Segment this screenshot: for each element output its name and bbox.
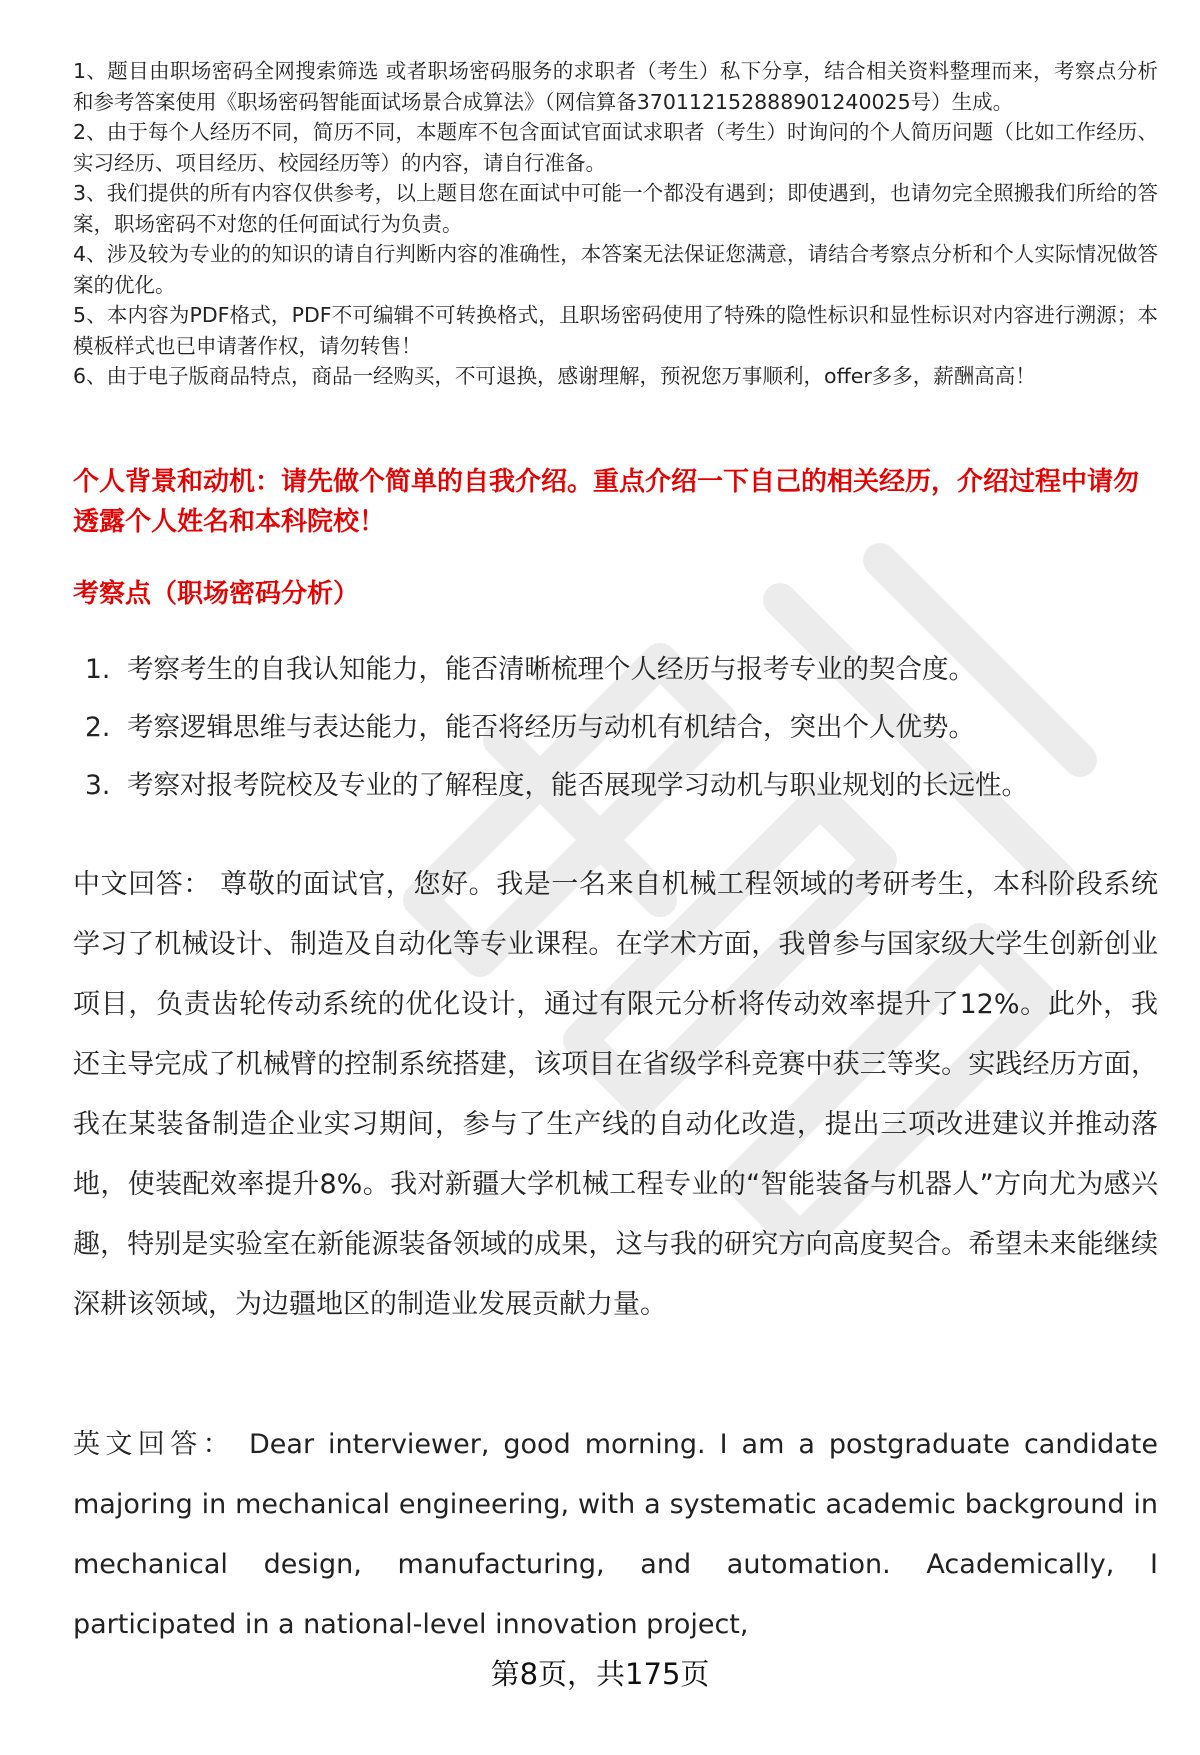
point-text: 考察考生的自我认知能力，能否清晰梳理个人经历与报考专业的契合度。	[127, 654, 975, 685]
note-item: 2、由于每个人经历不同，简历不同，本题库不包含面试官面试求职者（考生）时询问的个人简历问题（比如工作经历、实习经历、项目经历、校园经历等）的内容，请自行准备。	[73, 120, 1158, 175]
analysis-title: 考察点（职场密码分析）	[73, 579, 360, 609]
analysis-point	[85, 766, 1155, 824]
point-text: 考察对报考院校及专业的了解程度，能否展现学习动机与职业规划的长远性。	[127, 770, 1028, 801]
page-number-footer: 第8页，共175页	[490, 1657, 710, 1691]
interview-question: 个人背景和动机：请先做个简单的自我介绍。重点介绍一下自己的相关经历，介绍过程中请勿透露个人姓名和本科院校！	[73, 467, 1140, 537]
point-number: 2.	[85, 712, 111, 743]
chinese-answer-text: 尊敬的面试官，您好。我是一名来自机械工程领域的考研考生，本科阶段系统学习了机械设计、制造及自动化等专业课程。在学术方面，我曾参与国家级大学生创新创业项目，负责齿轮传动系统的优化设计，通过有限元分析将传动效率提升了12%。此外，我还主导完成了机械臂的控制系统搭建，该项目在省级学科竞赛中获三等奖。实践经历方面，我在某装备制造企业实习期间，参与了生产线的自动化改造，提出三项改进建议并推动落地，使装配效率提升8%。我对新疆大学机械工程专业的“智能装备与机器人”方向尤为感兴趣，特别是实验室在新能源装备领域的成果，这与我的研究方向高度契合。希望未来能继续深耕该领域，为边疆地区的制造业发展贡献力量。	[73, 869, 1159, 1320]
analysis-point	[85, 708, 1155, 766]
analysis-point	[85, 650, 1155, 708]
disclaimer-notes	[73, 56, 1158, 392]
note-item: 3、我们提供的所有内容仅供参考，以上题目您在面试中可能一个都没有遇到；即使遇到，也请勿完全照搬我们所给的答案，职场密码不对您的任何面试行为负责。	[73, 181, 1158, 236]
chinese-answer-label: 中文回答：	[73, 869, 212, 900]
note-item: 4、涉及较为专业的的知识的请自行判断内容的准确性，本答案无法保证您满意，请结合考察点分析和个人实际情况做答案的优化。	[73, 242, 1158, 297]
point-number: 1.	[85, 654, 111, 685]
note-item: 6、由于电子版商品特点，商品一经购买，不可退换，感谢理解，预祝您万事顺利，offer多多，薪酬高高！	[73, 364, 1036, 388]
english-answer	[73, 1415, 1158, 1655]
english-answer-label: 英文回答：	[73, 1429, 236, 1460]
note-item: 1、题目由职场密码全网搜索筛选 或者职场密码服务的求职者（考生）私下分享，结合相关资料整理而来，考察点分析和参考答案使用《职场密码智能面试场景合成算法》（网信算备370112152888901240025号）生成。	[73, 59, 1158, 114]
point-text: 考察逻辑思维与表达能力，能否将经历与动机有机结合，突出个人优势。	[127, 712, 975, 743]
analysis-points	[85, 650, 1155, 824]
chinese-answer	[73, 855, 1158, 1335]
note-item: 5、本内容为PDF格式，PDF不可编辑不可转换格式，且职场密码使用了特殊的隐性标识和显性标识对内容进行溯源；本模板样式也已申请著作权，请勿转售！	[73, 303, 1158, 358]
point-number: 3.	[85, 770, 111, 801]
english-answer-text: Dear interviewer, good morning. I am a postgraduate candidate majoring in mechanical engineering, with a systematic academic background in mechanical design, manufacturing, and automation. Academically, I participated in a national-level innovation project,	[73, 1429, 1158, 1640]
